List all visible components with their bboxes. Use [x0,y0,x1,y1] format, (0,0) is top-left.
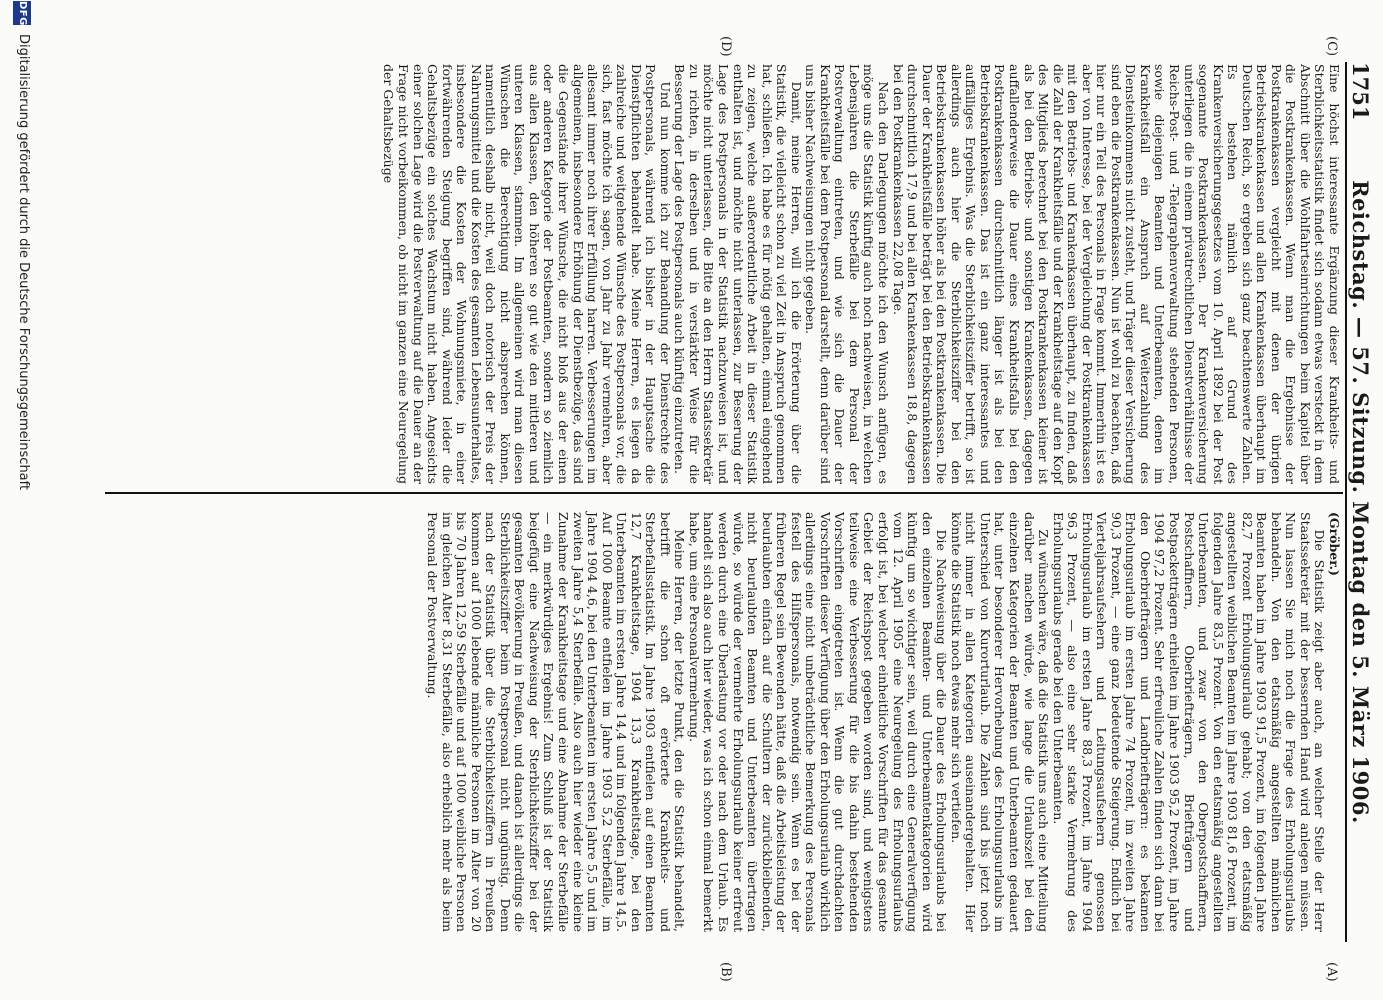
text-column-left [381,64,1341,484]
paragraph: Meine Herren, der letzte Punkt, den die Statistik behandelt, betrifft die schon oft erörterte Krankheits- und Sterbefallsstatistik. Im Jahre 1903 entfielen auf einen Beamten 12,7 Krankheitstage, 1904 13,3 Krankheitstage, bei den Unterbeamten im ersten Jahre 14,4 und im folgenden Jahre 14,5. Auf 1000 Beamte entfielen im Jahre 1903 5,2 Sterbefälle, im Jahre 1904 4,6, bei den Unterbeamten im ersten Jahre 5,5 und im zweiten Jahre 5,4 Sterbefälle. Also auch hier wieder eine kleine Zunahme der Krankheitstage und eine Abnahme der Sterbefälle — ein merkwürdiges Ergebnis! Zum Schluß ist der Statistik beigefügt eine Nachweisung der Sterblichkeitsziffer bei der gesamten Bevölkerung in Preußen, und danach ist allerdings die Sterblichkeitsziffer beim Postpersonal nicht ungünstig. Denn nach der Statistik über die Sterblichkeitsziffern in Preußen kommen auf 1000 lebende männliche Personen im Alter von 20 bis 70 Jahren 12,59 Sterbefälle und auf 1000 weibliche Personen im gleichen Alter 8,31 Sterbefälle, also erheblich mehr als beim Personal der Postverwaltung. [425,512,688,932]
column-divider [105,492,1343,494]
running-title: Reichstag. — 57. Sitzung. Montag den 5. März 1906. [1348,180,1373,824]
paragraph: Nach den Darlegungen möchte ich den Wunsch anfügen, es möge uns die Statistik künftig auch noch nachweisen, in welchen Lebensjahren die Sterbefälle bei dem Personal der Postverwaltung eintreten, und wie sich die Dauer der Krankheitsfälle bei dem Postpersonal darstellt, denn darüber sind uns bisher Nachweisungen nicht gegeben. [803,64,892,484]
footer-text: Digitalisierung gefördert durch die Deutsche Forschungsgemeinschaft [16,34,31,491]
paragraph: Und nun komme ich zur Behandlung der Dienstrechte des Postpersonals, während ich bisher in der Hauptsache die Dienstpflichten behandelt habe. Meine Herren, es liegen da zahlreiche und weitgehende Wünsche des Postpersonals vor, die sich, fast möchte ich sagen, von Jahr zu Jahr vermehren, aber allesamt immer noch ihrer Erfüllung harren. Verbesserungen im allgemeinen, insbesondere Erhöhung der Dienstbezüge, das sind die Gegenstände ihrer Wünsche, die nicht bloß aus der einen oder anderen Kategorie der Postbeamten, sondern so ziemlich aus allen Klassen, den höheren so gut wie den mittleren und unteren Klassen, stammen. Im allgemeinen wird man diesen Wünschen die Berechtigung nicht absprechen können, namentlich deshalb nicht, weil doch notorisch der Preis der Nahrungsmittel und die Kosten des gesamten Lebensunterhaltes, insbesondere die Kosten der Wohnungsmiete, in einer fortwährenden Steigung begriffen sind, während leider die Gehaltsbezüge ein solches Wachstum nicht haben. Angesichts einer solchen Lage wird die Postverwaltung auf die Dauer an der Frage nicht vorbeikommen, ob nicht im ganzen eine Neuregelung der Gehaltsbezüge [381,64,673,484]
margin-mark-d: (D) [718,36,733,57]
header-rule [1345,62,1347,942]
paragraph: Die Statistik zeigt aber auch, an welcher Stelle der Herr Staatssekretär mit der bessernden Hand wird anlegen müssen. Nun lassen Sie mich noch die Frage des Erholungsurlaubs behandeln. Von den etatsmäßig angestellten männlichen Beamten haben im Jahre 1903 91,5 Prozent, im folgenden Jahre 82,7 Prozent Erholungsurlaub gehabt; von den etatsmäßig angestellten weiblichen Beamten im Jahre 1903 81,6 Prozent, im folgenden Jahre 83,5 Prozent. Von den etatsmäßig angestellten Unterbeamten, und zwar von den Oberpostschaffnern, Postschaffnern, Oberbriefträgern, Briefträgern und Postpacketträgern erhielten im Jahre 1903 95,2 Prozent, im Jahre 1904 97,2 Prozent. Sehr erfreuliche Zahlen finden sich dann bei den Oberbriefträgern und Landbriefträgern: es bekamen Erholungsurlaub im ersten Jahre 74 Prozent, im zweiten Jahre 90,3 Prozent, — eine ganz bedeutende Steigerung. Endlich bei Vierteljahrsaufsehern und Leitungsaufsehern genossen Erholungsurlaub im ersten Jahre 88,3 Prozent, im Jahre 1904 96,3 Prozent, — also eine sehr starke Vermehrung des Erholungsurlaubs gerade bei den Unterbeamten. [1050,512,1328,932]
margin-mark-a: (C) [1324,36,1339,57]
margin-mark-c: (A) [1324,962,1339,982]
paragraph [890,64,1341,484]
dfg-logo: DFG [13,1,31,25]
paragraph: Die Nachweisung über die Dauer des Erholungsurlaubs bei den einzelnen Beamten- und Unterbeamtenkategorien wird künftig um so wichtiger sein, weil durch eine Generalverfügung vom 12. April 1905 eine Neuregelung des Erholungsurlaubs erfolgt ist, bei welcher einheitliche Vorschriften für das gesamte Gebiet der Reichspost gegeben worden sind, und wenigstens teilweise eine Verbesserung für die bis dahin bestehenden Vorschriften eingetreten ist. Wenn die gut durchdachten Vorschriften dieser Verfügung über den Erholungsurlaub wirklich allerdings eine nicht unbeträchtliche Bemerkung des Personals festell des Hilfspersonals, notwendig sein. Wenn es bei der früheren Regel sein Bewenden hätte, daß die Arbeitsleistung der beurlaubten einfach auf die Schultern der zurückbleibenden, nicht beurlaubten Beamten und Unterbeamten übertragen würde, so würde der vermehrte Erholungsurlaub keiner erfreut werden durch eine Überlastung vor oder nach dem Urlaub. Es handelt sich also auch hier wieder, was ich schon einmal bemerkt habe, um eine Personalvermehrung. [686,512,950,932]
margin-mark-b: (B) [718,962,733,982]
paragraph: Zu wünschen wäre, daß die Statistik uns auch eine Mitteilung darüber machen würde, wie lange die Urlaubszeit bei den einzelnen Kategorien der Beamten und Unterbeamten gedauert hat, unter besonderer Hervorhebung des Erholungsurlaubs im Unterschied von Kurorturlaub. Die Zahlen sind bis jetzt noch nicht immer in allen Kategorien auseinandergehalten. Hier könnte die Statistik noch etwas mehr sich vertiefen. [948,512,1052,932]
page-header [1349,62,1377,942]
paragraph-text: Eine höchst interessante Ergänzung dieser Krankheits- und Sterblichkeitsstatistik findet sich sodann etwas versteckt in dem Abschnitt über die Wohlfahrtseinrichtungen beim Kapitel über die Postkrankenkassen. Wenn man die Ergebnisse der Postkrankenkassen vergleicht mit denen der übrigen Betriebskrankenkassen und allen Krankenkassen überhaupt im Deutschen Reich, so ergeben sich ganz beachtenswerte Zahlen. Es bestehen nämlich auf Grund des Krankenversicherungsgesetzes vom 10. April 1892 bei der Post sogenannte Postkrankenkassen. Der Krankenversicherung unterliegen die in einem privatrechtlichen Dienstverhältnisse der Reichs-Post- und -Telegraphenverwaltung stehenden Personen, sowie diejenigen Beamten und Unterbeamten, denen im Krankheitsfall ein Anspruch auf Weiterzahlung des Diensteinkommens nicht zusteht, und Träger dieser Versicherung sind eben die Postkrankenkassen. Nun ist wohl zu beachten, daß hier nur ein Teil des Personals in Frage kommt. Immerhin ist es aber von Interesse, bei der Vergleichung der Postkrankenkassen mit den Betriebs- und Krankenkassen überhaupt, zu finden, daß die Zahl der Krankheitsfälle und der Krankheitstage auf den Kopf des Mitglieds berechnet bei den Postkrankenkassen kleiner ist als bei den Betriebs- und sonstigen Krankenkassen, dagegen auffallenderweise die Dauer eines Krankheitsfalls bei den Postkrankenkassen durchschnittlich länger ist als bei den Betriebskrankenkassen. Das ist ein ganz interessantes und auffälliges Ergebnis. Was die Sterblichkeitsziffer betrifft, so ist allerdings auch hier die Sterblichkeitsziffer bei den Betriebskrankenkassen höher als bei den Postkrankenkassen. Die Dauer der Krankheitsfälle beträgt bei den Betriebskrankenkassen durchschnittlich 17,9 und bei allen Krankenkassen 18,8, dagegen bei den Postkrankenkassen 22,08 Tage. [890,64,1342,484]
digitization-footer [5,0,35,1000]
paragraph [1326,512,1341,932]
text-column-right [425,512,1341,932]
page-number: 1751 [1348,62,1373,121]
speaker-name: (Gröber.) [1327,512,1342,576]
paragraph: Damit, meine Herren, will ich die Erörterung über die Statistik, die vielleicht schon zu viel Zeit in Anspruch genommen hat, schließen. Ich habe es für nötig gehalten, einmal eingehend zu zeigen, welche außerordentliche Arbeit in dieser Statistik enthalten ist, und möchte nicht unterlassen, zur Besserung der Lage des Postpersonals in der Statistik nachzuweisen ist, und möchte nicht unterlassen, die Bitte an den Herrn Staatssekretär zu richten, in derselben und in verstärkter Weise für die Besserung der Lage des Postpersonals auch künftig einzutreten. [672,64,804,484]
